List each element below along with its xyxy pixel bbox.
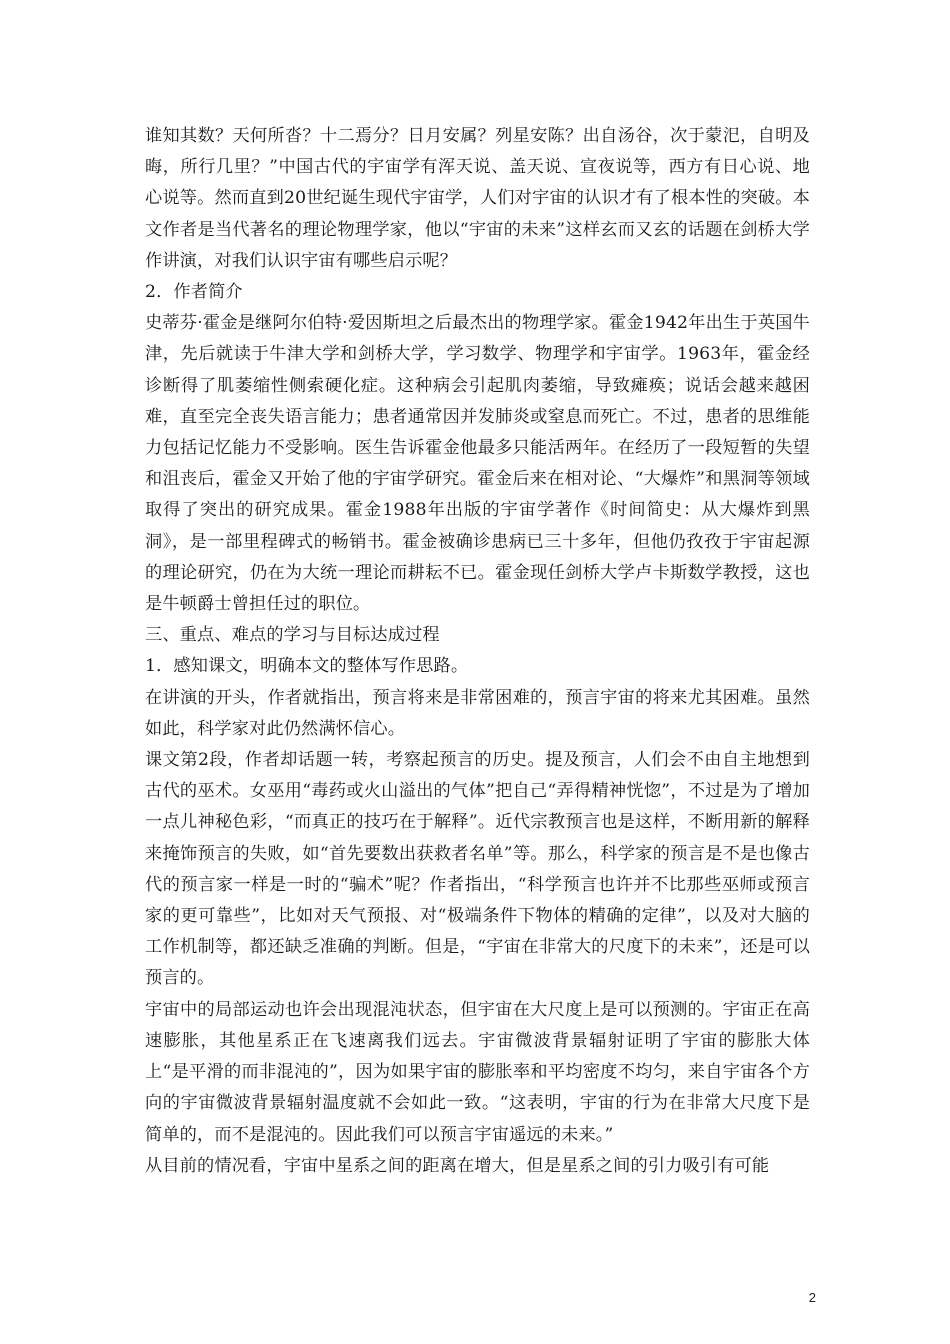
paragraph-intro-continued: 谁知其数？天何所沓？十二焉分？日月安属？列星安陈？出自汤谷，次于蒙汜，自明及晦，所行几里？”中国古代的宇宙学有浑天说、盖天说、宣夜说等，西方有日心说、地心说等。然而直到20世纪诞生现代宇宙学，人们对宇宙的认识才有了根本性的突破。本文作者是当代著名的理论物理学家，他以“宇宙的未来”这样玄而又玄的话题在剑桥大学作讲演，对我们认识宇宙有哪些启示呢？ — [145, 126, 810, 271]
paragraph-universe-scale: 宇宙中的局部运动也许会出现混沌状态，但宇宙在大尺度上是可以预测的。宇宙正在高速膨胀，其他星系正在飞速离我们远去。宇宙微波背景辐射证明了宇宙的膨胀大体上“是平滑的而非混沌的”，因为如果宇宙的膨胀率和平均密度不均匀，来自宇宙各个方向的宇宙微波背景辐射温度就不会如此一致。“这表明，宇宙的行为在非常大尺度下是简单的，而不是混沌的。因此我们可以预言宇宙遥远的未来。” — [145, 999, 810, 1145]
heading-item-one: 1．感知课文，明确本文的整体写作思路。 — [145, 656, 469, 677]
heading-author-intro: 2．作者简介 — [145, 282, 243, 303]
paragraph-opening: 在讲演的开头，作者就指出，预言将来是非常困难的，预言宇宙的将来尤其困难。虽然如此，科学家对此仍然满怀信心。 — [145, 687, 810, 739]
paragraph-prediction-history: 课文第2段，作者却话题一转，考察起预言的历史。提及预言，人们会不由自主地想到古代的巫术。女巫用“毒药或火山溢出的气体”把自己“弄得精神恍惚”，不过是为了增加一点儿神秘色彩，“而真正的技巧在于解释”。近代宗教预言也是这样，不断用新的解释来掩饰预言的失败，如“首先要数出获救者名单”等。那么，科学家的预言是不是也像古代的预言家一样是一时的“骗术”呢？作者指出，“科学预言也许并不比那些巫师或预言家的更可靠些”，比如对天气预报、对“极端条件下物体的精确的定律”，以及对大脑的工作机制等，都还缺乏准确的判断。但是，“宇宙在非常大的尺度下的未来”，还是可以预言的。 — [145, 750, 810, 989]
heading-section-three: 三、重点、难点的学习与目标达成过程 — [145, 625, 440, 646]
document-body — [145, 121, 810, 1182]
page-number: 2 — [808, 1290, 816, 1305]
paragraph-hawking-bio: 史蒂芬·霍金是继阿尔伯特·爱因斯坦之后最杰出的物理学家。霍金1942年出生于英国牛津，先后就读于牛津大学和剑桥大学，学习数学、物理学和宇宙学。1963年，霍金经诊断得了肌萎缩性侧索硬化症。这种病会引起肌肉萎缩，导致瘫痪；说话会越来越困难，直至完全丧失语言能力；患者通常因并发肺炎或窒息而死亡。不过，患者的思维能力包括记忆能力不受影响。医生告诉霍金他最多只能活两年。在经历了一段短暂的失望和沮丧后，霍金又开始了他的宇宙学研究。霍金后来在相对论、“大爆炸”和黑洞等领域取得了突出的研究成果。霍金1988年出版的宇宙学著作《时间简史：从大爆炸到黑洞》，是一部里程碑式的畅销书。霍金被确诊患病已三十多年，但他仍孜孜于宇宙起源的理论研究，仍在为大统一理论而耕耘不已。霍金现任剑桥大学卢卡斯数学教授，这也是牛顿爵士曾担任过的职位。 — [145, 313, 810, 615]
paragraph-galaxy-distance: 从目前的情况看，宇宙中星系之间的距离在增大，但是星系之间的引力吸引有可能 — [145, 1155, 770, 1176]
